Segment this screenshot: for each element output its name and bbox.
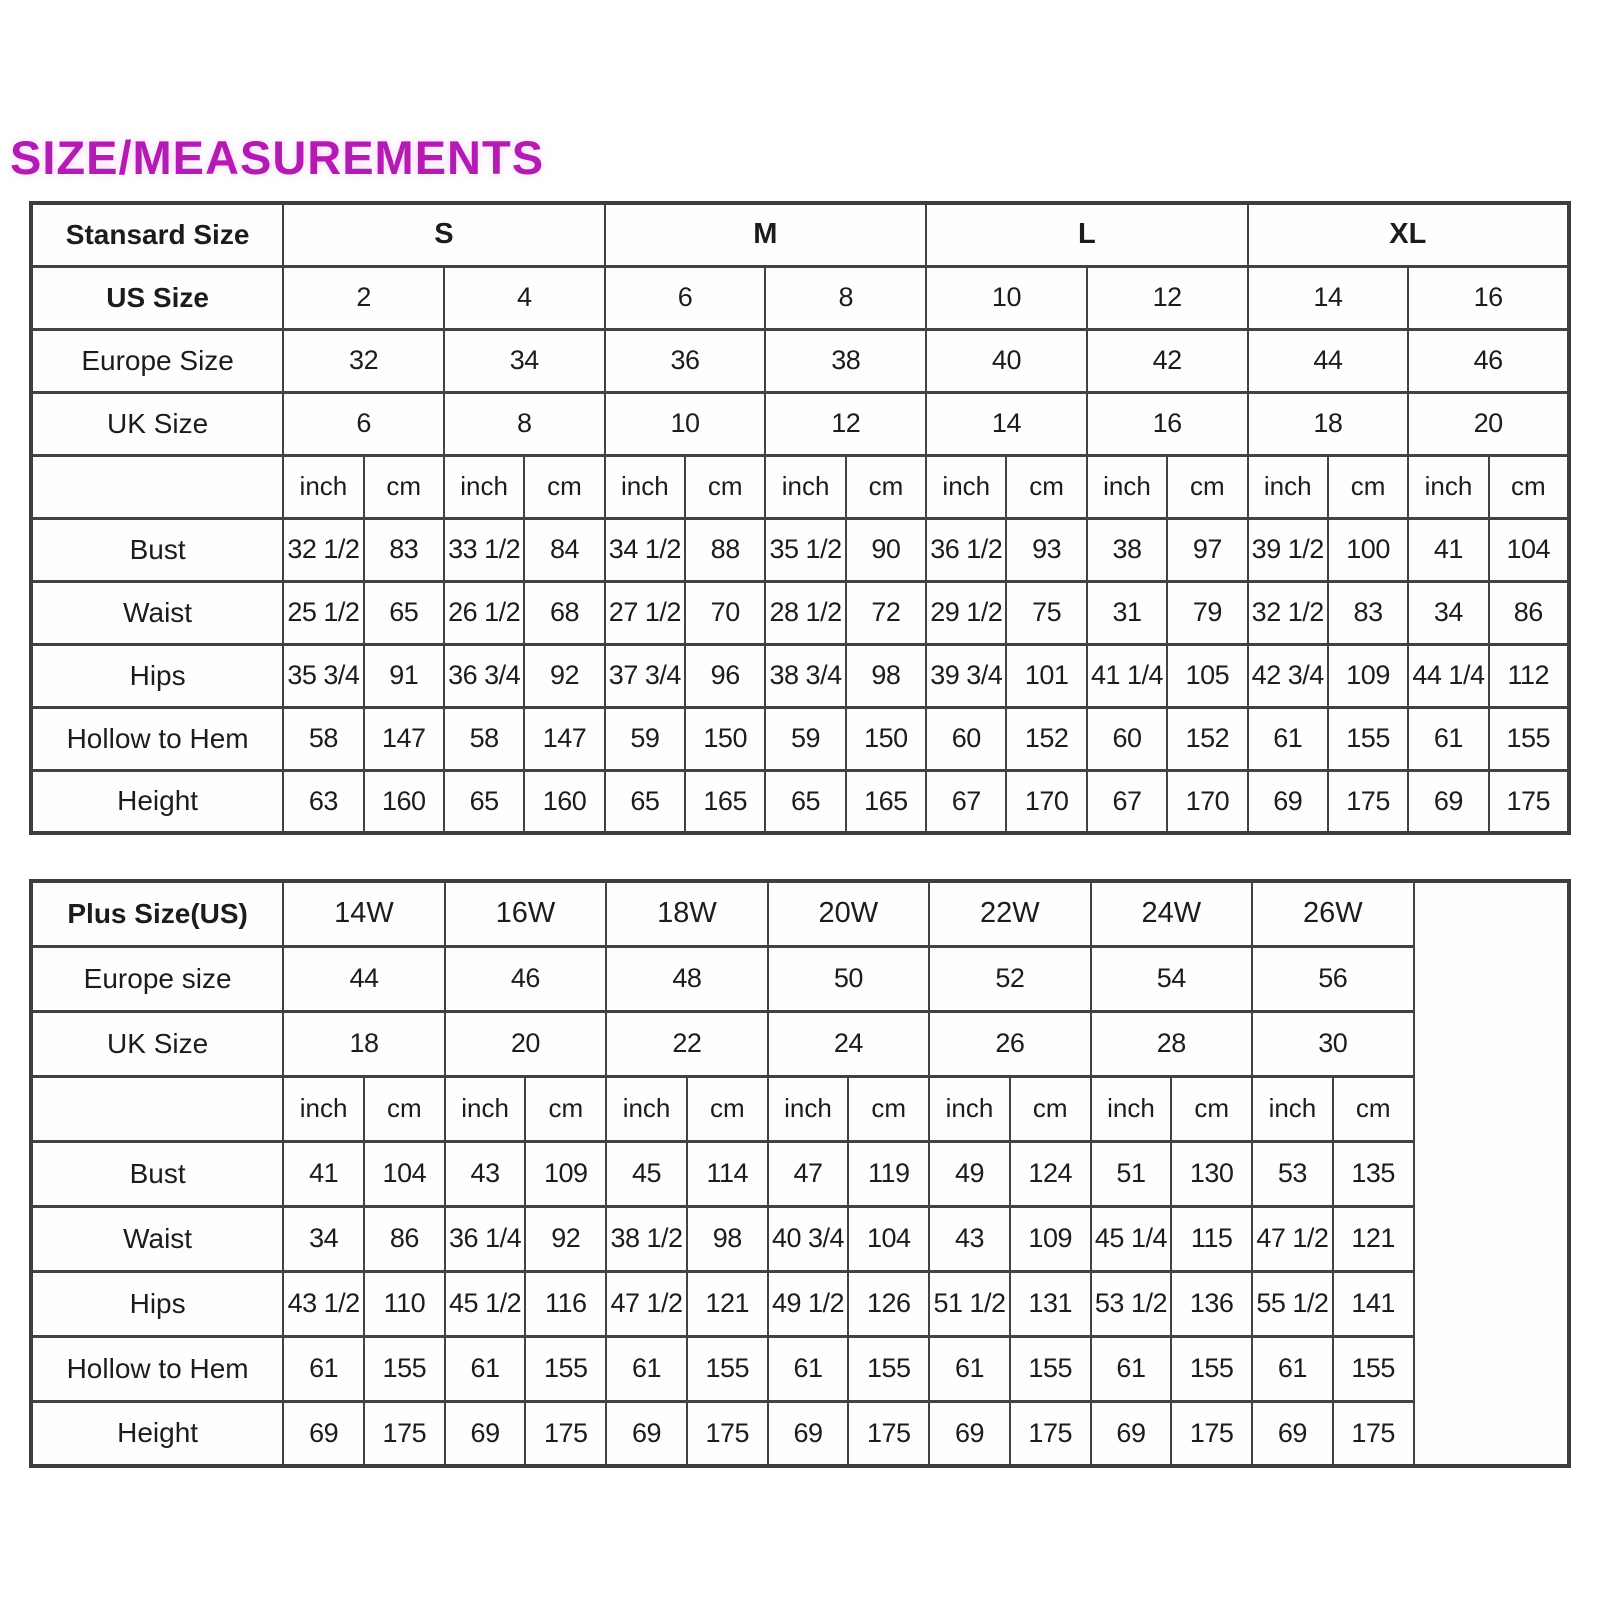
measurement-value-cell: 104 (848, 1206, 929, 1271)
size-group-cell: 22W (929, 881, 1090, 946)
unit-label-cell: cm (1006, 455, 1086, 518)
unit-label-cell: inch (1252, 1076, 1333, 1141)
row-label: US Size (31, 266, 283, 329)
measurement-value-cell: 86 (364, 1206, 445, 1271)
measurement-value-cell: 44 1/4 (1408, 644, 1488, 707)
measurement-value-cell: 69 (1091, 1401, 1172, 1466)
measurement-value-cell: 100 (1328, 518, 1408, 581)
size-group-cell: 20W (768, 881, 929, 946)
row-label: Hollow to Hem (31, 1336, 283, 1401)
size-value-cell: 38 (765, 329, 926, 392)
size-value-cell: 56 (1252, 946, 1413, 1011)
measurement-value-cell: 51 (1091, 1141, 1172, 1206)
measurement-value-cell: 147 (524, 707, 604, 770)
measurement-value-cell: 34 (283, 1206, 364, 1271)
size-value-cell: 14 (1248, 266, 1409, 329)
size-value-cell: 12 (765, 392, 926, 455)
size-value-cell: 48 (606, 946, 767, 1011)
unit-label-cell: cm (846, 455, 926, 518)
size-value-cell: 10 (926, 266, 1087, 329)
measurement-value-cell: 96 (685, 644, 765, 707)
measurement-value-cell: 28 1/2 (765, 581, 845, 644)
size-value-cell: 36 (605, 329, 766, 392)
size-value-cell: 42 (1087, 329, 1248, 392)
measurement-value-cell: 112 (1489, 644, 1569, 707)
measurement-value-cell: 90 (846, 518, 926, 581)
row-label: Hips (31, 1271, 283, 1336)
unit-label-cell: cm (687, 1076, 768, 1141)
unit-label-cell: inch (1087, 455, 1167, 518)
measurement-value-cell: 38 1/2 (606, 1206, 687, 1271)
size-value-cell: 24 (768, 1011, 929, 1076)
row-label: Height (31, 770, 283, 833)
row-label: Waist (31, 1206, 283, 1271)
size-group-cell: XL (1248, 203, 1569, 266)
measurement-value-cell: 35 3/4 (283, 644, 363, 707)
measurement-value-cell: 155 (687, 1336, 768, 1401)
unit-row-spacer (31, 1076, 283, 1141)
measurement-value-cell: 75 (1006, 581, 1086, 644)
measurement-value-cell: 69 (445, 1401, 526, 1466)
size-value-cell: 14 (926, 392, 1087, 455)
measurement-value-cell: 83 (364, 518, 444, 581)
row-label: Hollow to Hem (31, 707, 283, 770)
measurement-value-cell: 69 (1248, 770, 1328, 833)
measurement-value-cell: 155 (1328, 707, 1408, 770)
measurement-value-cell: 68 (524, 581, 604, 644)
unit-label-cell: cm (524, 455, 604, 518)
measurement-value-cell: 42 3/4 (1248, 644, 1328, 707)
measurement-value-cell: 32 1/2 (1248, 581, 1328, 644)
measurement-value-cell: 59 (765, 707, 845, 770)
measurement-value-cell: 155 (364, 1336, 445, 1401)
size-group-cell: 26W (1252, 881, 1413, 946)
measurement-value-cell: 175 (687, 1401, 768, 1466)
measurement-value-cell: 61 (1252, 1336, 1333, 1401)
size-value-cell: 18 (283, 1011, 444, 1076)
measurement-value-cell: 63 (283, 770, 363, 833)
measurement-value-cell: 60 (1087, 707, 1167, 770)
size-value-cell: 22 (606, 1011, 767, 1076)
measurement-value-cell: 69 (606, 1401, 687, 1466)
measurement-value-cell: 65 (364, 581, 444, 644)
measurement-value-cell: 69 (929, 1401, 1010, 1466)
measurement-value-cell: 61 (1408, 707, 1488, 770)
measurement-value-cell: 101 (1006, 644, 1086, 707)
measurement-value-cell: 116 (525, 1271, 606, 1336)
measurement-value-cell: 170 (1006, 770, 1086, 833)
measurement-value-cell: 58 (283, 707, 363, 770)
unit-label-cell: inch (768, 1076, 849, 1141)
unit-label-cell: cm (1010, 1076, 1091, 1141)
unit-label-cell: inch (283, 1076, 364, 1141)
unit-label-cell: cm (848, 1076, 929, 1141)
unit-label-cell: cm (364, 455, 444, 518)
measurement-value-cell: 69 (1252, 1401, 1333, 1466)
measurement-value-cell: 34 1/2 (605, 518, 685, 581)
size-value-cell: 12 (1087, 266, 1248, 329)
size-value-cell: 4 (444, 266, 605, 329)
empty-column-cell (1414, 881, 1569, 1466)
measurement-value-cell: 61 (283, 1336, 364, 1401)
measurement-value-cell: 69 (768, 1401, 849, 1466)
measurement-value-cell: 38 3/4 (765, 644, 845, 707)
measurement-value-cell: 121 (1333, 1206, 1414, 1271)
unit-label-cell: inch (1408, 455, 1488, 518)
measurement-value-cell: 86 (1489, 581, 1569, 644)
size-value-cell: 18 (1248, 392, 1409, 455)
measurement-value-cell: 147 (364, 707, 444, 770)
measurement-value-cell: 124 (1010, 1141, 1091, 1206)
measurement-value-cell: 38 (1087, 518, 1167, 581)
unit-row-spacer (31, 455, 283, 518)
size-group-header-label: Stansard Size (31, 203, 283, 266)
unit-label-cell: inch (444, 455, 524, 518)
plus-size-table (29, 879, 1571, 1468)
measurement-value-cell: 25 1/2 (283, 581, 363, 644)
measurement-value-cell: 109 (525, 1141, 606, 1206)
measurement-value-cell: 155 (848, 1336, 929, 1401)
measurement-value-cell: 160 (364, 770, 444, 833)
measurement-value-cell: 155 (1333, 1336, 1414, 1401)
measurement-value-cell: 79 (1167, 581, 1247, 644)
measurement-value-cell: 175 (1489, 770, 1569, 833)
measurement-value-cell: 36 1/4 (445, 1206, 526, 1271)
size-value-cell: 16 (1087, 392, 1248, 455)
size-group-cell: 16W (445, 881, 606, 946)
measurement-value-cell: 119 (848, 1141, 929, 1206)
measurement-value-cell: 41 (1408, 518, 1488, 581)
measurement-value-cell: 41 1/4 (1087, 644, 1167, 707)
unit-label-cell: inch (606, 1076, 687, 1141)
measurement-value-cell: 175 (1171, 1401, 1252, 1466)
size-value-cell: 26 (929, 1011, 1090, 1076)
measurement-value-cell: 175 (1010, 1401, 1091, 1466)
measurement-value-cell: 152 (1006, 707, 1086, 770)
unit-label-cell: inch (1091, 1076, 1172, 1141)
measurement-value-cell: 39 1/2 (1248, 518, 1328, 581)
measurement-value-cell: 34 (1408, 581, 1488, 644)
unit-label-cell: cm (525, 1076, 606, 1141)
measurement-value-cell: 110 (364, 1271, 445, 1336)
measurement-value-cell: 55 1/2 (1252, 1271, 1333, 1336)
measurement-value-cell: 104 (364, 1141, 445, 1206)
size-value-cell: 8 (444, 392, 605, 455)
size-value-cell: 32 (283, 329, 444, 392)
row-label: UK Size (31, 392, 283, 455)
measurement-value-cell: 135 (1333, 1141, 1414, 1206)
row-label: Bust (31, 1141, 283, 1206)
measurement-value-cell: 98 (687, 1206, 768, 1271)
measurement-value-cell: 69 (1408, 770, 1488, 833)
measurement-value-cell: 175 (525, 1401, 606, 1466)
measurement-value-cell: 155 (1171, 1336, 1252, 1401)
measurement-value-cell: 98 (846, 644, 926, 707)
measurement-value-cell: 27 1/2 (605, 581, 685, 644)
measurement-value-cell: 43 (445, 1141, 526, 1206)
measurement-value-cell: 91 (364, 644, 444, 707)
size-value-cell: 20 (1408, 392, 1569, 455)
measurement-value-cell: 32 1/2 (283, 518, 363, 581)
measurement-value-cell: 92 (525, 1206, 606, 1271)
size-group-cell: S (283, 203, 604, 266)
measurement-value-cell: 88 (685, 518, 765, 581)
measurement-value-cell: 36 1/2 (926, 518, 1006, 581)
measurement-value-cell: 43 (929, 1206, 1010, 1271)
measurement-value-cell: 39 3/4 (926, 644, 1006, 707)
size-group-cell: 24W (1091, 881, 1252, 946)
measurement-value-cell: 36 3/4 (444, 644, 524, 707)
measurement-value-cell: 65 (765, 770, 845, 833)
measurement-value-cell: 121 (687, 1271, 768, 1336)
measurement-value-cell: 130 (1171, 1141, 1252, 1206)
measurement-value-cell: 61 (445, 1336, 526, 1401)
size-value-cell: 46 (445, 946, 606, 1011)
measurement-value-cell: 47 1/2 (606, 1271, 687, 1336)
measurement-value-cell: 58 (444, 707, 524, 770)
size-value-cell: 50 (768, 946, 929, 1011)
measurement-value-cell: 115 (1171, 1206, 1252, 1271)
measurement-value-cell: 47 (768, 1141, 849, 1206)
size-value-cell: 44 (1248, 329, 1409, 392)
measurement-value-cell: 150 (685, 707, 765, 770)
measurement-value-cell: 170 (1167, 770, 1247, 833)
measurement-value-cell: 165 (685, 770, 765, 833)
measurement-value-cell: 105 (1167, 644, 1247, 707)
unit-label-cell: inch (445, 1076, 526, 1141)
measurement-value-cell: 60 (926, 707, 1006, 770)
measurement-value-cell: 49 (929, 1141, 1010, 1206)
unit-label-cell: inch (605, 455, 685, 518)
size-value-cell: 34 (444, 329, 605, 392)
measurement-value-cell: 31 (1087, 581, 1167, 644)
unit-label-cell: inch (926, 455, 1006, 518)
row-label: UK Size (31, 1011, 283, 1076)
measurement-value-cell: 61 (606, 1336, 687, 1401)
row-label: Waist (31, 581, 283, 644)
size-value-cell: 6 (283, 392, 444, 455)
size-group-cell: M (605, 203, 926, 266)
row-label: Hips (31, 644, 283, 707)
measurement-value-cell: 59 (605, 707, 685, 770)
size-value-cell: 40 (926, 329, 1087, 392)
measurement-value-cell: 61 (1248, 707, 1328, 770)
measurement-value-cell: 51 1/2 (929, 1271, 1010, 1336)
measurement-value-cell: 109 (1010, 1206, 1091, 1271)
measurement-value-cell: 83 (1328, 581, 1408, 644)
measurement-value-cell: 165 (846, 770, 926, 833)
measurement-value-cell: 33 1/2 (444, 518, 524, 581)
measurement-value-cell: 70 (685, 581, 765, 644)
measurement-value-cell: 104 (1489, 518, 1569, 581)
measurement-value-cell: 47 1/2 (1252, 1206, 1333, 1271)
unit-label-cell: cm (1171, 1076, 1252, 1141)
size-group-header-label: Plus Size(US) (31, 881, 283, 946)
measurement-value-cell: 65 (605, 770, 685, 833)
measurement-value-cell: 155 (1010, 1336, 1091, 1401)
measurement-value-cell: 69 (283, 1401, 364, 1466)
size-group-cell: 18W (606, 881, 767, 946)
size-group-cell: L (926, 203, 1247, 266)
measurement-value-cell: 53 (1252, 1141, 1333, 1206)
size-value-cell: 16 (1408, 266, 1569, 329)
measurement-value-cell: 45 (606, 1141, 687, 1206)
row-label: Europe size (31, 946, 283, 1011)
size-value-cell: 6 (605, 266, 766, 329)
measurement-value-cell: 41 (283, 1141, 364, 1206)
measurement-value-cell: 92 (524, 644, 604, 707)
measurement-value-cell: 93 (1006, 518, 1086, 581)
size-value-cell: 10 (605, 392, 766, 455)
measurement-value-cell: 109 (1328, 644, 1408, 707)
measurement-value-cell: 155 (525, 1336, 606, 1401)
measurement-value-cell: 136 (1171, 1271, 1252, 1336)
measurement-value-cell: 175 (364, 1401, 445, 1466)
size-value-cell: 8 (765, 266, 926, 329)
unit-label-cell: cm (1333, 1076, 1414, 1141)
size-value-cell: 54 (1091, 946, 1252, 1011)
measurement-value-cell: 61 (768, 1336, 849, 1401)
unit-label-cell: inch (283, 455, 363, 518)
unit-label-cell: cm (364, 1076, 445, 1141)
measurement-value-cell: 150 (846, 707, 926, 770)
measurement-value-cell: 53 1/2 (1091, 1271, 1172, 1336)
measurement-value-cell: 175 (1333, 1401, 1414, 1466)
measurement-value-cell: 40 3/4 (768, 1206, 849, 1271)
measurement-value-cell: 61 (1091, 1336, 1172, 1401)
measurement-value-cell: 37 3/4 (605, 644, 685, 707)
unit-label-cell: cm (1328, 455, 1408, 518)
size-value-cell: 44 (283, 946, 444, 1011)
page-title: SIZE/MEASUREMENTS (10, 131, 545, 184)
row-label: Bust (31, 518, 283, 581)
size-value-cell: 20 (445, 1011, 606, 1076)
measurement-value-cell: 43 1/2 (283, 1271, 364, 1336)
size-value-cell: 52 (929, 946, 1090, 1011)
measurement-value-cell: 141 (1333, 1271, 1414, 1336)
size-value-cell: 30 (1252, 1011, 1413, 1076)
measurement-value-cell: 29 1/2 (926, 581, 1006, 644)
measurement-value-cell: 152 (1167, 707, 1247, 770)
measurement-value-cell: 67 (1087, 770, 1167, 833)
measurement-value-cell: 84 (524, 518, 604, 581)
row-label: Europe Size (31, 329, 283, 392)
measurement-value-cell: 131 (1010, 1271, 1091, 1336)
unit-label-cell: inch (1248, 455, 1328, 518)
measurement-value-cell: 155 (1489, 707, 1569, 770)
unit-label-cell: cm (1489, 455, 1569, 518)
measurement-value-cell: 67 (926, 770, 1006, 833)
size-value-cell: 2 (283, 266, 444, 329)
measurement-value-cell: 160 (524, 770, 604, 833)
standard-size-table (29, 201, 1571, 835)
measurement-value-cell: 175 (848, 1401, 929, 1466)
measurement-value-cell: 45 1/4 (1091, 1206, 1172, 1271)
measurement-value-cell: 45 1/2 (445, 1271, 526, 1336)
measurement-value-cell: 49 1/2 (768, 1271, 849, 1336)
unit-label-cell: inch (929, 1076, 1010, 1141)
measurement-value-cell: 61 (929, 1336, 1010, 1401)
row-label: Height (31, 1401, 283, 1466)
measurement-value-cell: 175 (1328, 770, 1408, 833)
size-value-cell: 28 (1091, 1011, 1252, 1076)
measurement-value-cell: 72 (846, 581, 926, 644)
size-value-cell: 46 (1408, 329, 1569, 392)
measurement-value-cell: 35 1/2 (765, 518, 845, 581)
measurement-value-cell: 26 1/2 (444, 581, 524, 644)
measurement-value-cell: 65 (444, 770, 524, 833)
measurement-value-cell: 126 (848, 1271, 929, 1336)
unit-label-cell: inch (765, 455, 845, 518)
measurement-value-cell: 114 (687, 1141, 768, 1206)
unit-label-cell: cm (1167, 455, 1247, 518)
unit-label-cell: cm (685, 455, 765, 518)
size-group-cell: 14W (283, 881, 444, 946)
measurement-value-cell: 97 (1167, 518, 1247, 581)
